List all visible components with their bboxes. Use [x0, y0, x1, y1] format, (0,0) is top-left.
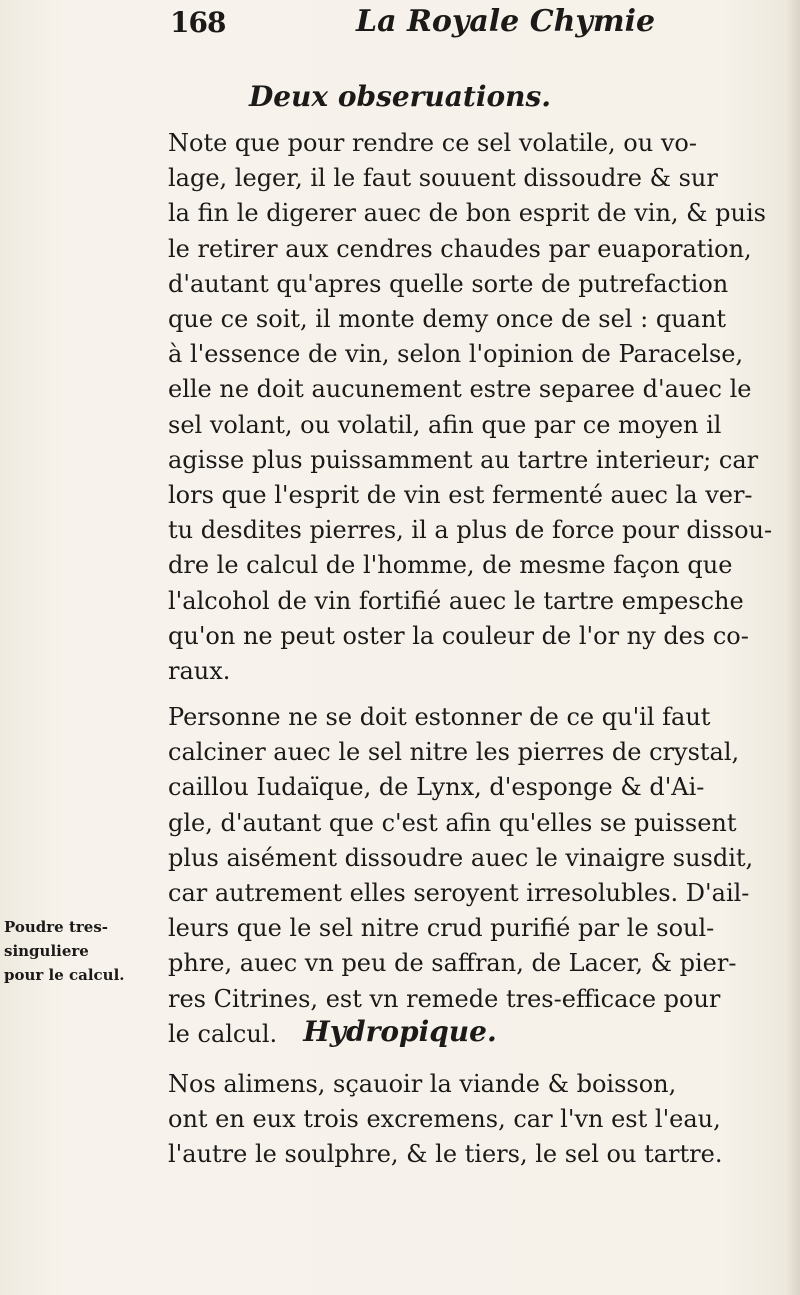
text-line: elle ne doit aucunement estre separee d'auec le [168, 375, 752, 404]
text-line: tu desdites pierres, il a plus de force pour dissou- [168, 516, 773, 545]
text-line: que ce soit, il monte demy once de sel : quant [168, 305, 727, 334]
text-line: le retirer aux cendres chaudes par euaporation, [168, 234, 752, 263]
text-line: Poudre tres- [4, 918, 108, 936]
text-line: pour le calcul. [4, 966, 125, 984]
text-line: car autrement elles seroyent irresolubles. D'ail- [168, 879, 750, 908]
text-line: qu'on ne peut oster la couleur de l'or ny des co- [168, 621, 749, 650]
text-line: lage, leger, il le faut souuent dissoudre & sur [168, 164, 718, 193]
paragraph-observation-one [168, 126, 786, 689]
text-line: phre, auec vn peu de saffran, de Lacer, & pier- [168, 949, 737, 978]
running-head: La Royale Chymie [356, 4, 656, 39]
marginal-note [4, 915, 164, 987]
text-line: Personne ne se doit estonner de ce qu'il faut [168, 703, 711, 731]
text-line: d'autant qu'apres quelle sorte de putrefaction [168, 269, 729, 298]
text-line: Nos alimens, sçauoir la viande & boisson, [168, 1070, 677, 1098]
text-line: ont en eux trois excremens, car l'vn est l'eau, [168, 1105, 721, 1134]
text-line: Note que pour rendre ce sel volatile, ou vo- [168, 129, 697, 157]
text-line: l'autre le soulphre, & le tiers, le sel ou tartre. [168, 1140, 723, 1169]
text-line: lors que l'esprit de vin est fermenté auec la ver- [168, 481, 753, 510]
text-line: sel volant, ou volatil, afin que par ce moyen il [168, 410, 722, 439]
text-line: dre le calcul de l'homme, de mesme façon que [168, 551, 733, 580]
section-title: Deux obseruations. [248, 80, 552, 113]
text-line: singuliere [4, 942, 89, 960]
text-line: agisse plus puissamment au tartre interieur; car [168, 445, 759, 474]
text-line: caillou Iudaïque, de Lynx, d'esponge & d'Ai- [168, 773, 705, 802]
text-line: res Citrines, est vn remede tres-efficace pour [168, 984, 721, 1013]
paragraph-observation-two [168, 700, 786, 1052]
text-line: leurs que le sel nitre crud purifié par le soul- [168, 914, 715, 943]
subsection-title: Hydropique. [303, 1015, 497, 1048]
text-line: à l'essence de vin, selon l'opinion de Paracelse, [168, 340, 744, 369]
page-number: 168 [170, 6, 226, 39]
text-line: le calcul. [168, 1019, 278, 1048]
text-line: calciner auec le sel nitre les pierres de crystal, [168, 738, 740, 767]
page-header [170, 4, 690, 44]
text-line: raux. [168, 657, 231, 686]
paragraph-hydropique [168, 1067, 786, 1173]
text-line: gle, d'autant que c'est afin qu'elles se puissent [168, 808, 737, 837]
text-line: la fin le digerer auec de bon esprit de vin, & puis [168, 199, 766, 228]
text-line: l'alcohol de vin fortifié auec le tartre empesche [168, 586, 744, 615]
page-edge-shadow [786, 0, 800, 1295]
text-line: plus aisément dissoudre auec le vinaigre susdit, [168, 843, 754, 872]
